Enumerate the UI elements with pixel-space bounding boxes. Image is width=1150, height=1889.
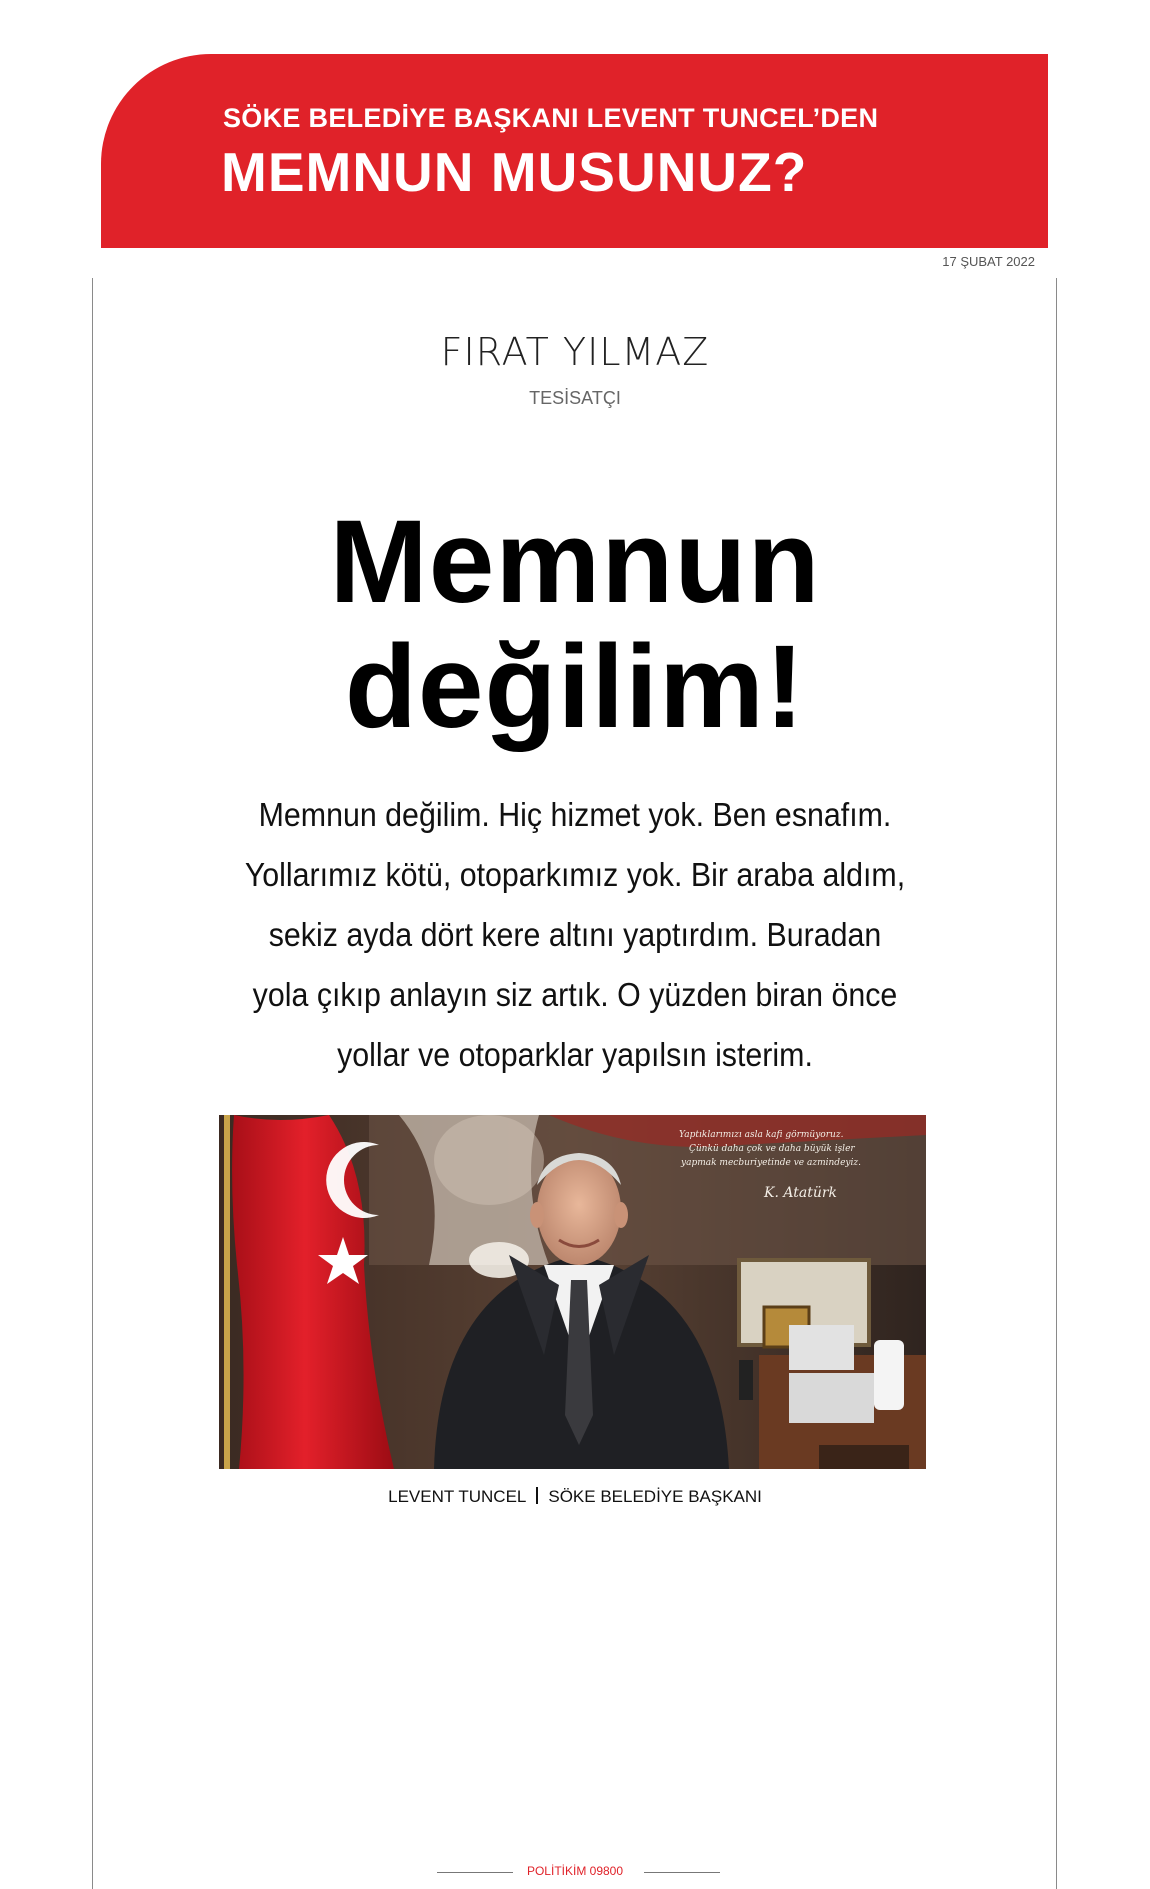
wall-quote-line-1: Yaptıklarımızı asla kafi görmüyoruz.: [679, 1130, 844, 1140]
mayor-portrait-photo-icon: [219, 1115, 926, 1469]
quote-text: [230, 785, 920, 1085]
publish-date: 17 ŞUBAT 2022: [942, 254, 1035, 269]
quote-line-4: yola çıkıp anlayın siz artık. O yüzden biran önce: [252, 976, 898, 1013]
quote-line-5: yollar ve otoparklar yapılsın isterim.: [337, 1036, 813, 1073]
caption-name: LEVENT TUNCEL: [388, 1487, 527, 1506]
wall-quote-line-3: yapmak mecburiyetinde ve azmindeyiz.: [681, 1158, 861, 1168]
quote-line-1: Memnun değilim. Hiç hizmet yok. Ben esnafım.: [258, 796, 892, 833]
headline: [0, 496, 1150, 753]
wall-quote-line-2: Çünkü daha çok ve daha büyük işler: [689, 1144, 855, 1154]
banner-title: MEMNUN MUSUNUZ?: [221, 141, 808, 203]
quote-line-2: Yollarımız kötü, otoparkımız yok. Bir araba aldım,: [244, 856, 906, 893]
footer-text: POLİTİKİM 09800: [526, 1864, 624, 1878]
photo-caption: [0, 1487, 1150, 1507]
quote-line-3: sekiz ayda dört kere altını yaptırdım. Buradan: [268, 916, 882, 953]
headline-line-2: değilim!: [344, 621, 806, 753]
person-name: FIRAT YILMAZ: [440, 330, 710, 374]
headline-line-1: Memnun: [329, 496, 821, 628]
mayor-photo: [219, 1115, 926, 1469]
banner-kicker: SÖKE BELEDİYE BAŞKANI LEVENT TUNCEL’DEN: [223, 103, 879, 133]
caption-separator: [536, 1487, 538, 1504]
person-occupation: TESİSATÇI: [529, 388, 621, 408]
wall-signature: K. Atatürk: [764, 1185, 838, 1201]
caption-title: SÖKE BELEDİYE BAŞKANI: [548, 1487, 762, 1506]
